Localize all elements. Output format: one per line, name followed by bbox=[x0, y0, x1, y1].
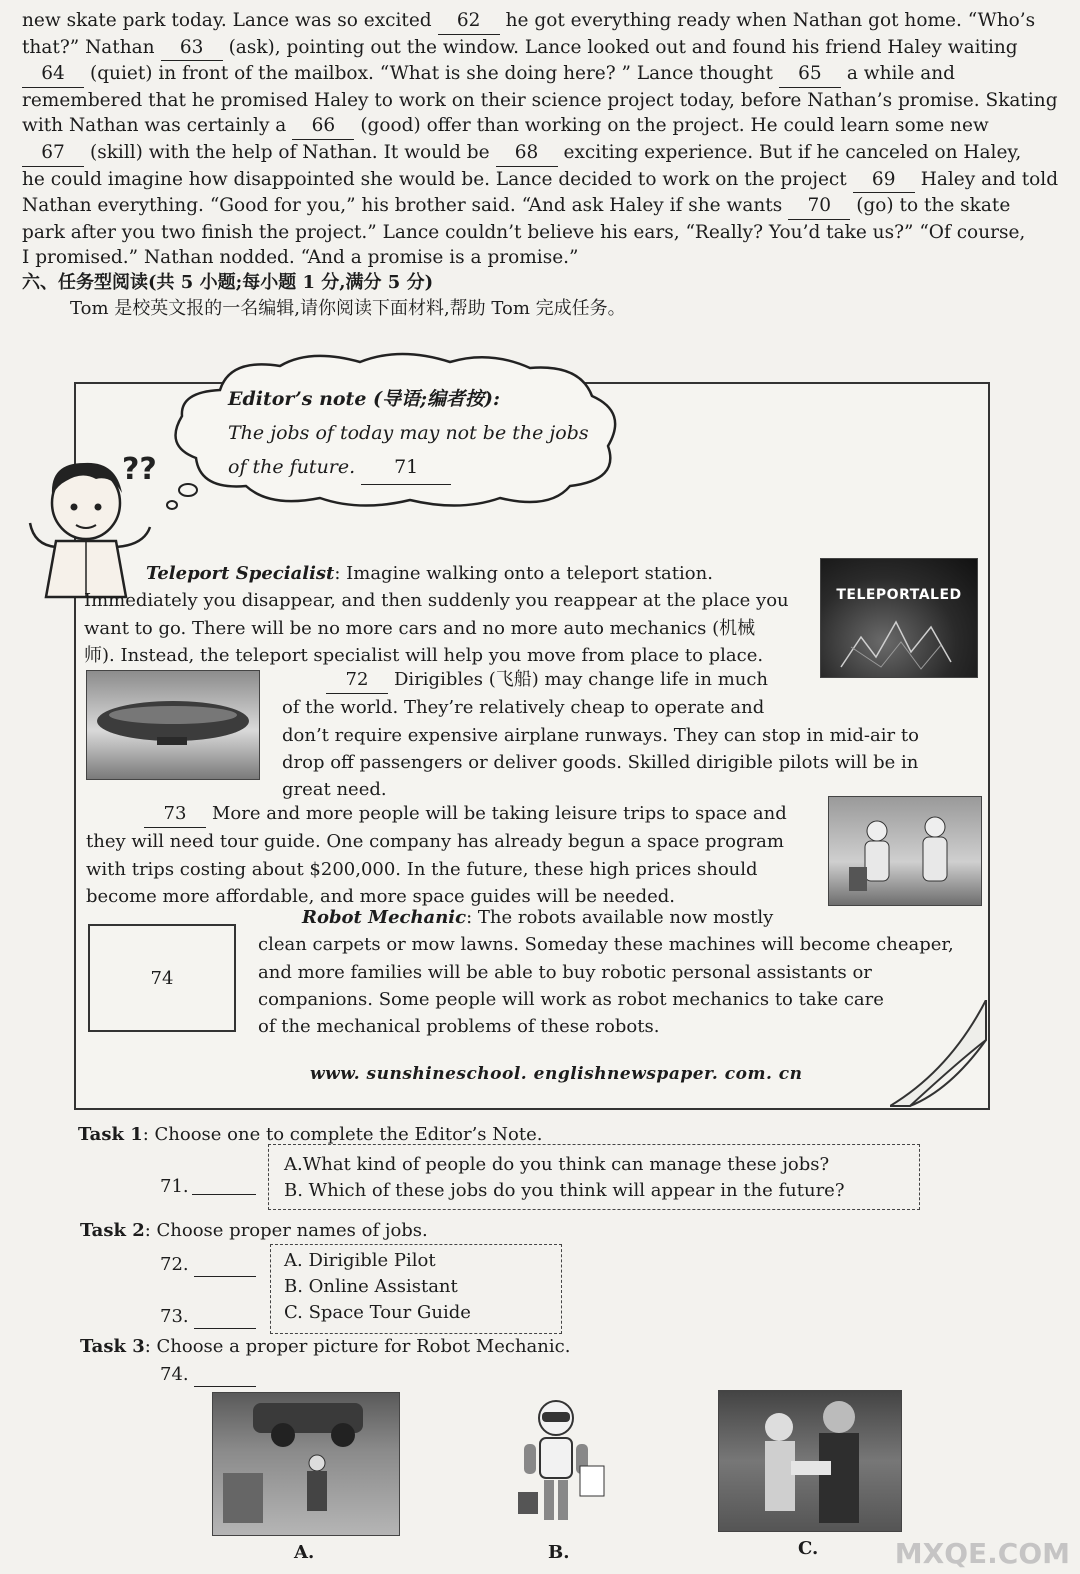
teleport-text: want to go. There will be no more cars and no more auto mechanics (机械 bbox=[84, 617, 756, 639]
blank-73[interactable]: 73 bbox=[144, 800, 206, 828]
picture-label-b: B. bbox=[548, 1542, 570, 1563]
passage-line-9 bbox=[22, 220, 1064, 246]
teleport-photo bbox=[820, 558, 978, 678]
dirigible-text: of the world. They’re relatively cheap to operate and bbox=[282, 697, 765, 719]
editor-note bbox=[228, 382, 589, 485]
task-2-heading bbox=[80, 1220, 428, 1241]
robot-line bbox=[258, 904, 954, 931]
passage-text: with Nathan was certainly a bbox=[22, 115, 287, 137]
dirigible-text: Dirigibles (飞船) may change life in much bbox=[394, 669, 769, 690]
passage-text: park after you two finish the project.” Lance couldn’t believe his ears, “Really? You’d take us?” “Of course, bbox=[22, 221, 1026, 243]
task-1-number: 71. bbox=[160, 1176, 189, 1197]
answer-blank-74[interactable] bbox=[194, 1386, 256, 1387]
blank-62[interactable]: 62 bbox=[438, 8, 500, 35]
passage-text: (ask), pointing out the window. Lance looked out and found his friend Haley waiting bbox=[228, 36, 1018, 58]
task-2-number-73: 73. bbox=[160, 1306, 189, 1327]
task-2-option-b[interactable]: B. Online Assistant bbox=[284, 1276, 458, 1297]
blank-65[interactable]: 65 bbox=[779, 61, 841, 88]
passage-text: he got everything ready when Nathan got home. “Who’s bbox=[505, 10, 1036, 31]
teleport-text: : Imagine walking onto a teleport station. bbox=[334, 563, 713, 584]
cloze-passage bbox=[22, 8, 1064, 271]
picture-box-74[interactable]: 74 bbox=[88, 924, 236, 1032]
answer-blank-73[interactable] bbox=[194, 1328, 256, 1329]
passage-text: Haley and told bbox=[920, 168, 1059, 190]
dirigible-section bbox=[282, 666, 919, 803]
watermark: MXQE.COM bbox=[894, 1537, 1070, 1570]
section-heading: 六、任务型阅读(共 5 小题;每小题 1 分,满分 5 分) bbox=[22, 272, 434, 293]
passage-line-2 bbox=[22, 35, 1064, 62]
task-3-number: 74. bbox=[160, 1364, 189, 1385]
task-3-label: Task 3 bbox=[80, 1336, 145, 1357]
blank-71[interactable]: 71 bbox=[361, 450, 451, 485]
passage-text: remembered that he promised Haley to work on their science project today, before Nathan’s promise. Skating bbox=[22, 89, 1058, 111]
dirigible-text: drop off passengers or deliver goods. Skilled dirigible pilots will be in bbox=[282, 751, 919, 773]
task-2-number-72: 72. bbox=[160, 1254, 189, 1275]
passage-line-6 bbox=[22, 140, 1064, 167]
robot-icon bbox=[510, 1396, 610, 1536]
robot-text: of the mechanical problems of these robots. bbox=[258, 1016, 660, 1038]
space-section bbox=[86, 800, 787, 910]
teleport-photo-label: TELEPORTALED bbox=[836, 587, 962, 603]
teleport-line bbox=[84, 560, 789, 587]
passage-text: he could imagine how disappointed she would be. Lance decided to work on the project bbox=[22, 168, 847, 190]
passage-text: (quiet) in front of the mailbox. “What is she doing here? ” Lance thought bbox=[90, 63, 773, 85]
passage-line-8 bbox=[22, 193, 1064, 220]
dirigible-line bbox=[282, 666, 919, 694]
passage-text: that?” Nathan bbox=[22, 36, 155, 58]
blank-64[interactable]: 64 bbox=[22, 61, 84, 88]
dirigible-photo bbox=[86, 670, 260, 780]
section-intro: Tom 是校英文报的一名编辑,请你阅读下面材料,帮助 Tom 完成任务。 bbox=[70, 298, 626, 319]
passage-text: (go) to the skate bbox=[856, 195, 1011, 217]
task-1-label: Task 1 bbox=[78, 1124, 143, 1145]
editor-note-line bbox=[228, 450, 589, 485]
picture-option-c[interactable] bbox=[718, 1390, 902, 1532]
airship-icon bbox=[87, 671, 259, 779]
task-1-text: : Choose one to complete the Editor’s Note. bbox=[142, 1124, 543, 1145]
astronaut-icon bbox=[829, 797, 981, 905]
garage-mechanic-icon bbox=[213, 1393, 399, 1535]
task-2-option-c[interactable]: C. Space Tour Guide bbox=[284, 1302, 471, 1323]
space-text: they will need tour guide. One company has already begun a space program bbox=[86, 831, 784, 853]
space-line bbox=[86, 800, 787, 828]
editor-note-title: Editor’s note (导语;编者按): bbox=[228, 388, 501, 410]
dirigible-text: great need. bbox=[282, 779, 387, 801]
task-3-text: : Choose a proper picture for Robot Mechanic. bbox=[144, 1336, 571, 1357]
robot-section bbox=[258, 904, 954, 1040]
robot-text: companions. Some people will work as robot mechanics to take care bbox=[258, 988, 884, 1010]
task-1-option-b[interactable]: B. Which of these jobs do you think will appear in the future? bbox=[284, 1180, 845, 1201]
blank-67[interactable]: 67 bbox=[22, 140, 84, 167]
people-with-robot-icon bbox=[719, 1391, 901, 1531]
blank-69[interactable]: 69 bbox=[853, 167, 915, 194]
teleport-heading: Teleport Specialist bbox=[146, 563, 335, 584]
editor-note-line: The jobs of today may not be the jobs bbox=[228, 422, 589, 444]
teleport-text: Immediately you disappear, and then suddenly you reappear at the place you bbox=[84, 590, 789, 612]
teleport-text: 师). Instead, the teleport specialist will help you move from place to place. bbox=[84, 644, 764, 666]
space-text: with trips costing about $200,000. In the future, these high prices should bbox=[86, 858, 758, 880]
robot-text: and more families will be able to buy robotic personal assistants or bbox=[258, 961, 872, 983]
passage-line-3 bbox=[22, 61, 1064, 88]
passage-text: (skill) with the help of Nathan. It would be bbox=[90, 141, 490, 163]
task-2-label: Task 2 bbox=[80, 1220, 145, 1241]
blank-63[interactable]: 63 bbox=[161, 35, 223, 62]
picture-label-a: A. bbox=[294, 1542, 315, 1563]
answer-blank-71[interactable] bbox=[192, 1194, 256, 1195]
astronaut-photo bbox=[828, 796, 982, 906]
passage-text: exciting experience. But if he canceled on Haley, bbox=[563, 141, 1022, 163]
dirigible-text: don’t require expensive airplane runways. They can stop in mid-air to bbox=[282, 724, 919, 746]
blank-72[interactable]: 72 bbox=[326, 666, 388, 694]
picture-option-a[interactable] bbox=[212, 1392, 400, 1536]
website-url[interactable]: www. sunshineschool. englishnewspaper. com. cn bbox=[310, 1064, 803, 1084]
robot-heading: Robot Mechanic bbox=[302, 907, 467, 928]
passage-line-5 bbox=[22, 113, 1064, 140]
task-2-text: : Choose proper names of jobs. bbox=[144, 1220, 428, 1241]
passage-text: Nathan everything. “Good for you,” his brother said. “And ask Haley if she wants bbox=[22, 195, 783, 217]
space-text: More and more people will be taking leisure trips to space and bbox=[212, 803, 787, 824]
passage-text: a while and bbox=[846, 63, 955, 85]
editor-note-text: of the future. bbox=[228, 456, 356, 478]
passage-text: I promised.” Nathan nodded. “And a promise is a promise.” bbox=[22, 247, 579, 269]
task-1-heading bbox=[78, 1124, 542, 1145]
robot-text: : The robots available now mostly bbox=[466, 907, 774, 928]
picture-label-c: C. bbox=[798, 1538, 819, 1559]
task-2-option-a[interactable]: A. Dirigible Pilot bbox=[284, 1250, 436, 1271]
passage-line-7 bbox=[22, 167, 1064, 194]
blank-68[interactable]: 68 bbox=[496, 140, 558, 167]
task-3-heading bbox=[80, 1336, 570, 1357]
space-text: become more affordable, and more space guides will be needed. bbox=[86, 885, 676, 907]
task-1-option-a[interactable]: A.What kind of people do you think can manage these jobs? bbox=[284, 1154, 830, 1175]
teleport-section bbox=[84, 560, 789, 669]
blank-66[interactable]: 66 bbox=[292, 113, 354, 140]
picture-option-b[interactable] bbox=[510, 1396, 610, 1536]
svg-text:??: ?? bbox=[122, 452, 157, 487]
robot-text: clean carpets or mow lawns. Someday these machines will become cheaper, bbox=[258, 934, 954, 956]
passage-text: (good) offer than working on the project. He could learn some new bbox=[360, 115, 989, 137]
passage-line-4 bbox=[22, 88, 1064, 114]
passage-line-1 bbox=[22, 8, 1064, 35]
answer-blank-72[interactable] bbox=[194, 1276, 256, 1277]
passage-text: new skate park today. Lance was so excited bbox=[22, 10, 432, 31]
blank-70[interactable]: 70 bbox=[788, 193, 850, 220]
